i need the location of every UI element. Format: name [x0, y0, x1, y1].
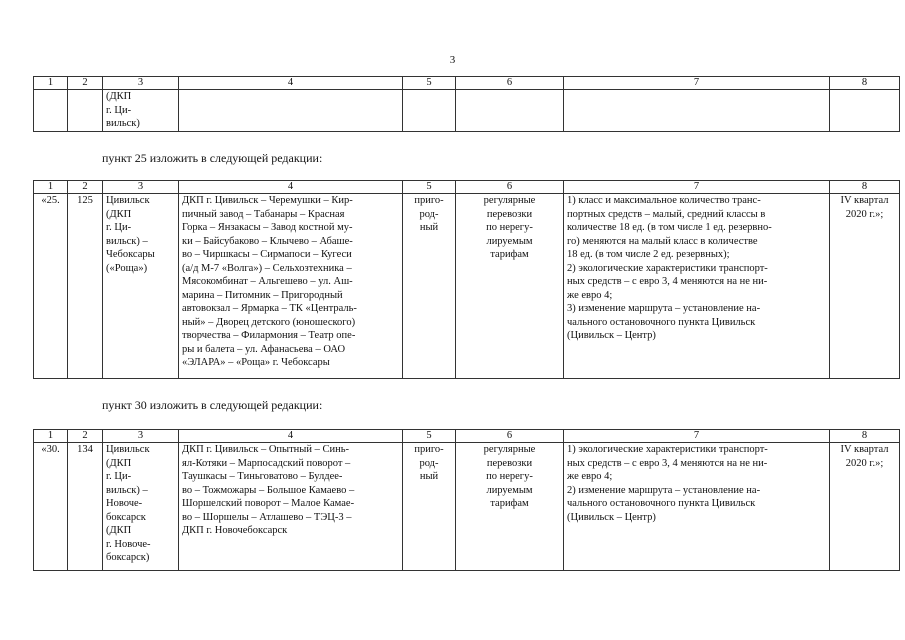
- col-num: 6: [456, 181, 564, 194]
- col-num: 8: [830, 181, 900, 194]
- cell-transport-mode: регулярные перевозки по нерегу- лируемым тарифам: [456, 443, 564, 571]
- col-num: 4: [179, 430, 403, 443]
- cell-route-name: Цивильск (ДКП г. Ци- вильск) – Чебоксары («Роща»): [103, 194, 179, 379]
- col-num: 2: [68, 181, 103, 194]
- page-number: 3: [449, 54, 456, 66]
- col-num: 1: [34, 430, 68, 443]
- cell-item-number: «25.: [34, 194, 68, 379]
- col-num: 3: [103, 181, 179, 194]
- table-point-25: [33, 180, 900, 379]
- cell-deadline: IV квартал 2020 г.»;: [830, 194, 900, 379]
- table-continued: [33, 76, 900, 132]
- col-num: 2: [68, 430, 103, 443]
- column-number-row: [34, 77, 900, 90]
- cell-route-type: приго- род- ный: [403, 443, 456, 571]
- cell: [68, 90, 103, 132]
- table-row: [34, 90, 900, 132]
- cell-deadline: IV квартал 2020 г.»;: [830, 443, 900, 571]
- cell-transport-mode: регулярные перевозки по нерегу- лируемым тарифам: [456, 194, 564, 379]
- column-number-row: [34, 181, 900, 194]
- col-num: 3: [103, 430, 179, 443]
- cell: [830, 90, 900, 132]
- col-num: 1: [34, 77, 68, 90]
- table-row: [34, 443, 900, 571]
- cell: [456, 90, 564, 132]
- instruction-30: пункт 30 изложить в следующей редакции:: [102, 398, 323, 412]
- cell-changes: 1) класс и максимальное количество транс- портных средств – малый, средний классы в количестве 18 ед. (в том числе 1 ед. резервно- го) меняются на малый класс в количестве 18 ед. (в том числе 2 ед. резервных); 2) экологические характеристики транспорт- ных средств – с евро 3, 4 меняются на не ни- же евро 4; 3) изменение маршрута – установление на- чального остановочного пункта Цивильск (Цивильск – Центр): [564, 194, 830, 379]
- cell-route-name: (ДКП г. Ци- вильск): [103, 90, 179, 132]
- cell: [564, 90, 830, 132]
- cell: [179, 90, 403, 132]
- col-num: 2: [68, 77, 103, 90]
- col-num: 4: [179, 77, 403, 90]
- column-number-row: [34, 430, 900, 443]
- table-point-30: [33, 429, 900, 571]
- col-num: 6: [456, 430, 564, 443]
- col-num: 5: [403, 430, 456, 443]
- col-num: 6: [456, 77, 564, 90]
- cell-route-path: ДКП г. Цивильск – Опытный – Синь- ял-Котяки – Марпосадский поворот – Таушкасы – Тиньговатово – Булдее- во – Тожможары – Большое Камаево – Шоршелский поворот – Малое Камае- во – Шоршелы – Атлашево – ТЭЦ-3 – ДКП г. Новочебоксарск: [179, 443, 403, 571]
- cell-changes: 1) экологические характеристики транспорт- ных средств – с евро 3, 4 меняются на не ни- же евро 4; 2) изменение маршрута – установление на- чального остановочного пункта Цивильск (Цивильск – Центр): [564, 443, 830, 571]
- cell-route-number: 125: [68, 194, 103, 379]
- col-num: 8: [830, 77, 900, 90]
- col-num: 5: [403, 181, 456, 194]
- instruction-25: пункт 25 изложить в следующей редакции:: [102, 151, 323, 165]
- col-num: 7: [564, 77, 830, 90]
- col-num: 7: [564, 430, 830, 443]
- cell-route-name: Цивильск (ДКП г. Ци- вильск) – Новоче- боксарск (ДКП г. Новоче- боксарск): [103, 443, 179, 571]
- col-num: 7: [564, 181, 830, 194]
- cell-route-number: 134: [68, 443, 103, 571]
- col-num: 8: [830, 430, 900, 443]
- cell-item-number: «30.: [34, 443, 68, 571]
- cell: [34, 90, 68, 132]
- col-num: 5: [403, 77, 456, 90]
- cell-route-path: ДКП г. Цивильск – Черемушки – Кир- пичный завод – Табанары – Красная Горка – Янзакасы – Завод костной му- ки – Байсубаково – Клычево – Абаше- во – Чиршкасы – Сирмапоси – Кугеси (а/д М-7 «Волга») – Сельхозтехника – Мясокомбинат – Альгешево – ул. Аш- марина – Питомник – Пригородный автовокзал – Ярмарка – ТК «Централь- ный» – Дворец детского (юношеского) творчества – Филармония – Театр опе- ры и балета – ул. Афанасьева – ОАО «ЭЛАРА» – «Роща» г. Чебоксары: [179, 194, 403, 379]
- col-num: 1: [34, 181, 68, 194]
- col-num: 3: [103, 77, 179, 90]
- cell: [403, 90, 456, 132]
- cell-route-type: приго- род- ный: [403, 194, 456, 379]
- col-num: 4: [179, 181, 403, 194]
- table-row: [34, 194, 900, 379]
